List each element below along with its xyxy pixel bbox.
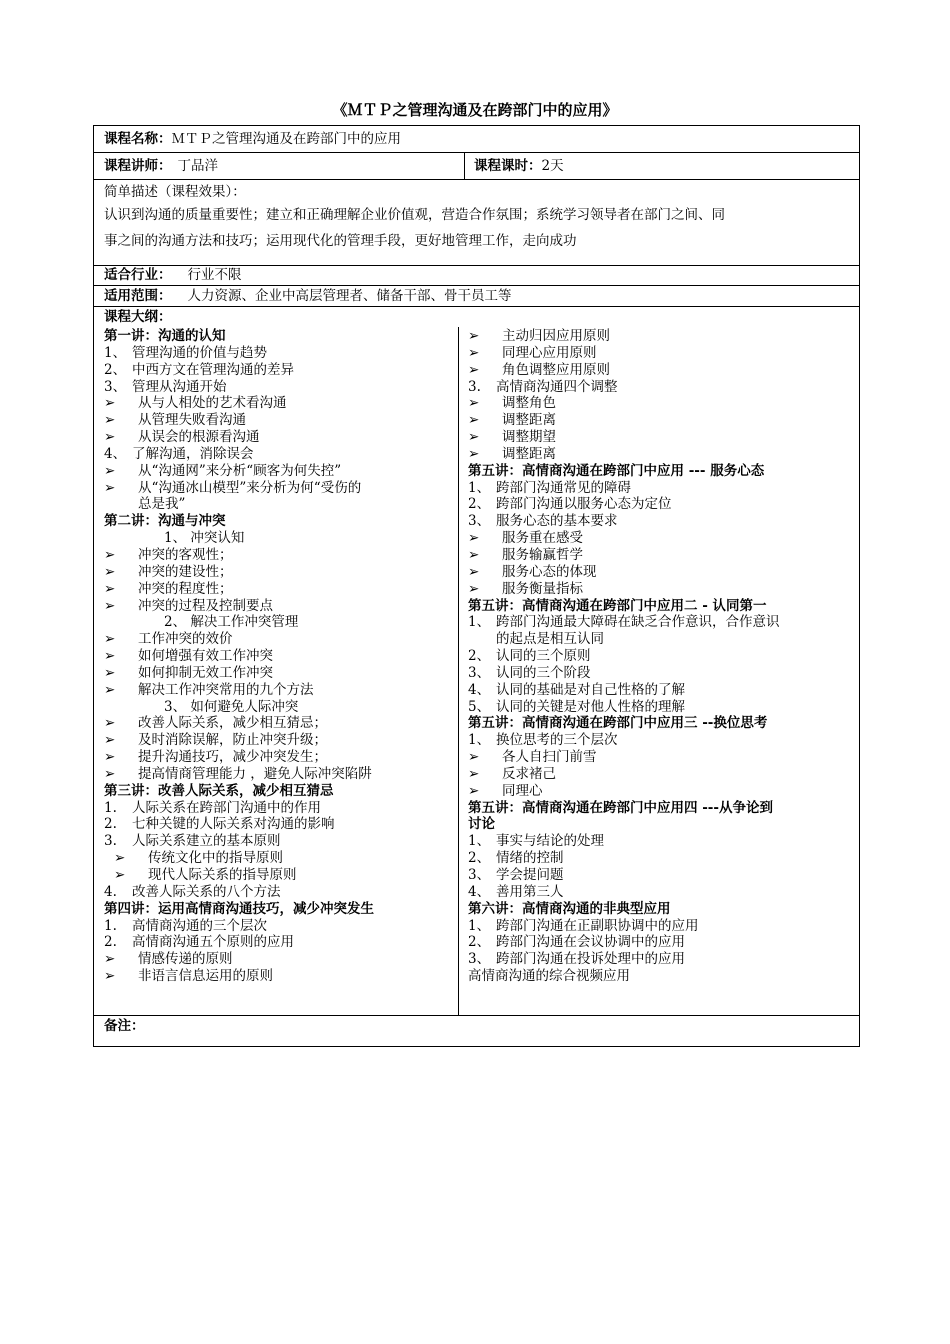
- document-title: 《ＭＴＰ之管理沟通及在跨部门中的应用》: [332, 101, 618, 119]
- outline-item-continuation: 的起点是相互认同: [496, 631, 604, 648]
- outline-item-text: 从管理失败看沟通: [138, 412, 246, 429]
- outline-right-column: [468, 328, 856, 985]
- outline-item-text: 反求褚己: [502, 765, 556, 782]
- arrowhead-bullet-icon: ➢: [104, 664, 116, 681]
- outline-item-text: 认同的三个原则: [496, 648, 591, 665]
- lecture-heading: 第五讲：高情商沟通在跨部门中应用 --- 服务心态: [468, 462, 765, 479]
- outline-subsection: 3、 如何避免人际冲突: [164, 698, 299, 715]
- outline-numbered-item: [468, 934, 856, 951]
- outline-bullet-item: [104, 766, 454, 783]
- lecturer-label: 课程讲师：: [104, 158, 172, 174]
- outline-bullet-item: [468, 395, 856, 412]
- outline-item-text: 了解沟通，消除误会: [132, 445, 254, 462]
- outline-bullet-item: [468, 412, 856, 429]
- item-number: 3、: [468, 867, 491, 883]
- arrowhead-bullet-icon: ➢: [104, 597, 116, 614]
- outline-item-text: 冲突的过程及控制要点: [138, 597, 273, 614]
- outline-bullet-item: [104, 732, 454, 749]
- outline-bullet-item: [468, 328, 856, 345]
- outline-subsection: 1、 冲突认知: [164, 530, 245, 547]
- outline-numbered-item: [104, 362, 454, 379]
- arrowhead-bullet-icon: ➢: [468, 445, 480, 462]
- outline-numbered-item: [468, 732, 856, 749]
- outline-item-text: 跨部门沟通在会议协调中的应用: [496, 934, 685, 951]
- lecture-heading: 讨论: [468, 816, 495, 833]
- outline-numbered-item: [104, 833, 454, 850]
- outline-plain-item: 高情商沟通的综合视频应用: [468, 968, 630, 985]
- outline-item-text: 如何增强有效工作冲突: [138, 648, 273, 665]
- outline-bullet-item: [104, 581, 454, 598]
- item-number: 1.: [104, 799, 117, 816]
- outline-numbered-item: [468, 379, 856, 396]
- remark-label: 备注：: [104, 1018, 145, 1034]
- outline-item-text: 冲突的程度性；: [138, 580, 233, 597]
- outline-item-text: 服务心态的基本要求: [496, 513, 618, 530]
- outline-item-text: 跨部门沟通以服务心态为定位: [496, 496, 672, 513]
- outline-item-text: 同理心: [502, 782, 543, 799]
- outline-item-text: 中西方文在管理沟通的差异: [132, 361, 294, 378]
- arrowhead-bullet-icon: ➢: [114, 867, 126, 883]
- outline-bullet-item: [468, 345, 856, 362]
- outline-item-text: 管理沟通的价值与趋势: [132, 344, 267, 361]
- arrowhead-bullet-icon: ➢: [104, 749, 116, 766]
- outline-item-text: 调整距离: [502, 445, 556, 462]
- lecturer-row: [94, 153, 859, 180]
- outline-numbered-item: [104, 446, 454, 463]
- outline-item-text: 从“沟通网”来分析“顾客为何失控”: [138, 462, 342, 479]
- item-number: 3、: [104, 378, 127, 395]
- arrowhead-bullet-icon: ➢: [104, 395, 116, 412]
- lecture-heading: 第二讲：沟通与冲突: [104, 513, 226, 530]
- outline-item-text: 跨部门沟通常见的障碍: [496, 479, 631, 496]
- outline-numbered-item: [468, 951, 856, 968]
- arrowhead-bullet-icon: ➢: [104, 715, 116, 732]
- scope-value: 人力资源、企业中高层管理者、储备干部、骨干员工等: [187, 288, 512, 304]
- outline-bullet-item: [104, 631, 454, 648]
- arrowhead-bullet-icon: ➢: [468, 580, 480, 597]
- description-row: [94, 180, 859, 266]
- outline-bullet-item: [104, 665, 454, 682]
- industry-row: [94, 266, 859, 286]
- outline-label: 课程大纲：: [104, 309, 172, 325]
- outline-bullet-item: [468, 547, 856, 564]
- arrowhead-bullet-icon: ➢: [104, 732, 116, 749]
- outline-item-text: 服务衡量指标: [502, 580, 583, 597]
- item-number: 2、: [468, 850, 491, 867]
- arrowhead-bullet-icon: ➢: [104, 765, 116, 782]
- outline-item-text: 同理心应用原则: [502, 344, 597, 361]
- outline-item-text: 跨部门沟通在投诉处理中的应用: [496, 951, 685, 968]
- arrowhead-bullet-icon: ➢: [468, 328, 480, 344]
- outline-item-text: 解决工作冲突常用的九个方法: [138, 681, 314, 698]
- item-number: 3.: [468, 378, 481, 395]
- arrowhead-bullet-icon: ➢: [104, 580, 116, 597]
- outline-numbered-item: [104, 379, 454, 396]
- item-number: 1、: [468, 917, 491, 934]
- outline-bullet-item: [104, 412, 454, 429]
- outline-item-text: 冲突的客观性；: [138, 546, 233, 563]
- outline-bullet-item: [104, 463, 454, 480]
- outline-bullet-item: [468, 766, 856, 783]
- outline-numbered-item: [468, 699, 856, 716]
- outline-bullet-item: [104, 547, 454, 564]
- description-text: [104, 202, 725, 254]
- outline-numbered-item: [468, 918, 856, 935]
- outline-item-text: 改善人际关系的八个方法: [132, 883, 281, 900]
- lecture-heading: 第三讲：改善人际关系，减少相互猜忌: [104, 782, 334, 799]
- outline-subsection: 2、 解决工作冲突管理: [164, 614, 299, 631]
- outline-numbered-item: [104, 800, 454, 817]
- item-number: 5、: [468, 698, 491, 715]
- outline-bullet-item: [468, 783, 856, 800]
- outline-bullet-item: [468, 581, 856, 598]
- outline-numbered-item: [104, 884, 454, 901]
- lecture-heading: 第五讲：高情商沟通在跨部门中应用三 --换位思考: [468, 715, 768, 732]
- outline-item-text: 认同的三个阶段: [496, 664, 591, 681]
- outline-bullet-item: [468, 362, 856, 379]
- arrowhead-bullet-icon: ➢: [468, 782, 480, 799]
- outline-bullet-item: [104, 951, 454, 968]
- arrowhead-bullet-icon: ➢: [468, 765, 480, 782]
- outline-numbered-item: [468, 833, 856, 850]
- outline-numbered-item: [468, 850, 856, 867]
- outline-item-text: 从误会的根源看沟通: [138, 429, 260, 446]
- outline-bullet-item: [104, 564, 454, 581]
- industry-label: 适合行业：: [104, 267, 172, 283]
- item-number: 3.: [104, 833, 117, 850]
- outline-item-text: 冲突的建设性；: [138, 563, 233, 580]
- outline-item-text: 主动归因应用原则: [502, 328, 610, 344]
- course-name-label: 课程名称：: [104, 131, 172, 147]
- arrowhead-bullet-icon: ➢: [104, 968, 116, 985]
- outline-numbered-item: [468, 480, 856, 497]
- outline-item-text: 高情商沟通五个原则的应用: [132, 934, 294, 951]
- outline-bullet-item: [468, 564, 856, 581]
- remark-row: [94, 1016, 859, 1046]
- outline-numbered-item: [104, 934, 454, 951]
- course-name-row: [94, 126, 859, 153]
- outline-item-text: 传统文化中的指导原则: [148, 850, 283, 867]
- outline-bullet-item: [104, 968, 454, 985]
- arrowhead-bullet-icon: ➢: [468, 530, 480, 547]
- outline-numbered-item: [468, 614, 856, 631]
- outline-item-text: 情绪的控制: [496, 850, 564, 867]
- item-number: 4、: [468, 681, 491, 698]
- outline-bullet-item: [104, 598, 454, 615]
- item-number: 3、: [468, 951, 491, 968]
- outline-divider: [458, 327, 459, 1015]
- outline-item-text: 认同的关键是对他人性格的理解: [496, 698, 685, 715]
- arrowhead-bullet-icon: ➢: [468, 395, 480, 412]
- lecturer-value: 丁品洋: [177, 158, 218, 174]
- outline-item-text: 七种关键的人际关系对沟通的影响: [132, 816, 335, 833]
- description-label: 简单描述（课程效果）：: [104, 184, 246, 200]
- outline-left-column: [104, 328, 454, 985]
- arrowhead-bullet-icon: ➢: [468, 429, 480, 446]
- outline-bullet-item: [104, 749, 454, 766]
- arrowhead-bullet-icon: ➢: [104, 412, 116, 429]
- arrowhead-bullet-icon: ➢: [468, 344, 480, 361]
- outline-item-text: 从“沟通冰山模型”来分析为何“受伤的: [138, 479, 362, 496]
- outline-numbered-item: [468, 682, 856, 699]
- outline-item-text: 现代人际关系的指导原则: [148, 867, 297, 883]
- arrowhead-bullet-icon: ➢: [104, 681, 116, 698]
- arrowhead-bullet-icon: ➢: [114, 850, 126, 867]
- outline-bullet-item: [104, 867, 454, 884]
- scope-row: [94, 286, 859, 307]
- outline-item-text: 换位思考的三个层次: [496, 732, 618, 749]
- item-number: 1、: [104, 344, 127, 361]
- course-table: [93, 125, 860, 1047]
- outline-item-text: 提升沟通技巧，减少冲突发生；: [138, 749, 327, 766]
- item-number: 2.: [104, 816, 117, 833]
- outline-bullet-item: [468, 530, 856, 547]
- outline-numbered-item: [104, 345, 454, 362]
- outline-item-text: 人际关系建立的基本原则: [132, 833, 281, 850]
- outline-item-text: 调整距离: [502, 412, 556, 429]
- arrowhead-bullet-icon: ➢: [104, 563, 116, 580]
- outline-item-text: 从与人相处的艺术看沟通: [138, 395, 287, 412]
- item-number: 1、: [468, 732, 491, 749]
- arrowhead-bullet-icon: ➢: [468, 749, 480, 766]
- outline-item-text: 高情商沟通四个调整: [496, 378, 618, 395]
- item-number: 1、: [468, 833, 491, 850]
- arrowhead-bullet-icon: ➢: [468, 361, 480, 378]
- outline-item-text: 善用第三人: [496, 883, 564, 900]
- lecture-heading: 第四讲：运用高情商沟通技巧，减少冲突发生: [104, 900, 374, 917]
- outline-bullet-item: [104, 682, 454, 699]
- hours-label: 课程课时：: [474, 158, 542, 174]
- outline-numbered-item: [468, 867, 856, 884]
- outline-bullet-item: [104, 480, 454, 497]
- outline-bullet-item: [468, 749, 856, 766]
- outline-numbered-item: [104, 918, 454, 935]
- scope-label: 适用范围：: [104, 288, 172, 304]
- outline-bullet-item: [104, 648, 454, 665]
- lecture-heading: 第五讲：高情商沟通在跨部门中应用四 ---从争论到: [468, 799, 774, 816]
- item-number: 4、: [468, 883, 491, 900]
- lecture-heading: 第六讲：高情商沟通的非典型应用: [468, 900, 671, 917]
- outline-numbered-item: [468, 513, 856, 530]
- item-number: 4、: [104, 445, 127, 462]
- outline-item-text: 服务重在感受: [502, 530, 583, 547]
- outline-item-text: 调整角色: [502, 395, 556, 412]
- outline-bullet-item: [104, 715, 454, 732]
- arrowhead-bullet-icon: ➢: [104, 951, 116, 968]
- outline-item-text: 服务输赢哲学: [502, 546, 583, 563]
- item-number: 2、: [468, 648, 491, 665]
- outline-item-text: 各人自扫门前雪: [502, 749, 597, 766]
- description-line-1: 认识到沟通的质量重要性；建立和正确理解企业价值观，营造合作氛围；系统学习领导者在部门之间、同: [104, 207, 725, 223]
- outline-item-text: 人际关系在跨部门沟通中的作用: [132, 799, 321, 816]
- outline-item-text: 高情商沟通的三个层次: [132, 917, 267, 934]
- item-number: 1.: [104, 917, 117, 934]
- outline-numbered-item: [468, 496, 856, 513]
- item-number: 2、: [104, 361, 127, 378]
- outline-item-text: 服务心态的体现: [502, 563, 597, 580]
- outline-item-text: 改善人际关系，减少相互猜忌；: [138, 715, 327, 732]
- outline-item-text: 认同的基础是对自己性格的了解: [496, 681, 685, 698]
- industry-value: 行业不限: [187, 267, 242, 283]
- outline-bullet-item: [104, 429, 454, 446]
- outline-bullet-item: [104, 850, 454, 867]
- outline-item-text: 管理从沟通开始: [132, 378, 227, 395]
- outline-numbered-item: [468, 884, 856, 901]
- item-number: 3、: [468, 513, 491, 530]
- outline-item-text: 跨部门沟通在正副职协调中的应用: [496, 917, 699, 934]
- outline-item-text: 如何抑制无效工作冲突: [138, 664, 273, 681]
- item-number: 3、: [468, 664, 491, 681]
- item-number: 4.: [104, 883, 117, 900]
- outline-item-text: 角色调整应用原则: [502, 361, 610, 378]
- item-number: 2、: [468, 934, 491, 951]
- outline-numbered-item: [468, 665, 856, 682]
- outline-item-text: 情感传递的原则: [138, 951, 233, 968]
- lecture-heading: 第一讲：沟通的认知: [104, 328, 226, 344]
- arrowhead-bullet-icon: ➢: [468, 412, 480, 429]
- outline-item-text: 跨部门沟通最大障碍在缺乏合作意识，合作意识: [496, 614, 780, 631]
- outline-item-text: 非语言信息运用的原则: [138, 968, 273, 985]
- outline-bullet-item: [468, 446, 856, 463]
- arrowhead-bullet-icon: ➢: [104, 462, 116, 479]
- arrowhead-bullet-icon: ➢: [104, 648, 116, 665]
- description-line-2: 事之间的沟通方法和技巧；运用现代化的管理手段，更好地管理工作，走向成功: [104, 233, 577, 249]
- lecture-heading: 第五讲：高情商沟通在跨部门中应用二 - 认同第一: [468, 597, 767, 614]
- outline-numbered-item: [104, 816, 454, 833]
- outline-item-text: 事实与结论的处理: [496, 833, 604, 850]
- outline-item-continuation: 总是我”: [138, 496, 186, 513]
- outline-item-text: 学会提问题: [496, 867, 564, 883]
- outline-bullet-item: [104, 395, 454, 412]
- outline-item-text: 及时消除误解，防止冲突升级；: [138, 732, 327, 749]
- item-number: 1、: [468, 479, 491, 496]
- outline-item-text: 工作冲突的效价: [138, 631, 233, 648]
- outline-item-text: 调整期望: [502, 429, 556, 446]
- item-number: 1、: [468, 614, 491, 631]
- arrowhead-bullet-icon: ➢: [468, 563, 480, 580]
- arrowhead-bullet-icon: ➢: [104, 546, 116, 563]
- arrowhead-bullet-icon: ➢: [468, 546, 480, 563]
- item-number: 2、: [468, 496, 491, 513]
- outline-row: [94, 307, 859, 1016]
- outline-bullet-item: [468, 429, 856, 446]
- hours-value: 2天: [541, 158, 564, 174]
- arrowhead-bullet-icon: ➢: [104, 429, 116, 446]
- arrowhead-bullet-icon: ➢: [104, 631, 116, 648]
- course-name-value: ＭＴＰ之管理沟通及在跨部门中的应用: [171, 131, 401, 147]
- arrowhead-bullet-icon: ➢: [104, 479, 116, 496]
- outline-numbered-item: [468, 648, 856, 665]
- item-number: 2.: [104, 934, 117, 951]
- lecturer-divider: [464, 153, 465, 179]
- outline-item-text: 提高情商管理能力 ，避免人际冲突陷阱: [138, 765, 372, 782]
